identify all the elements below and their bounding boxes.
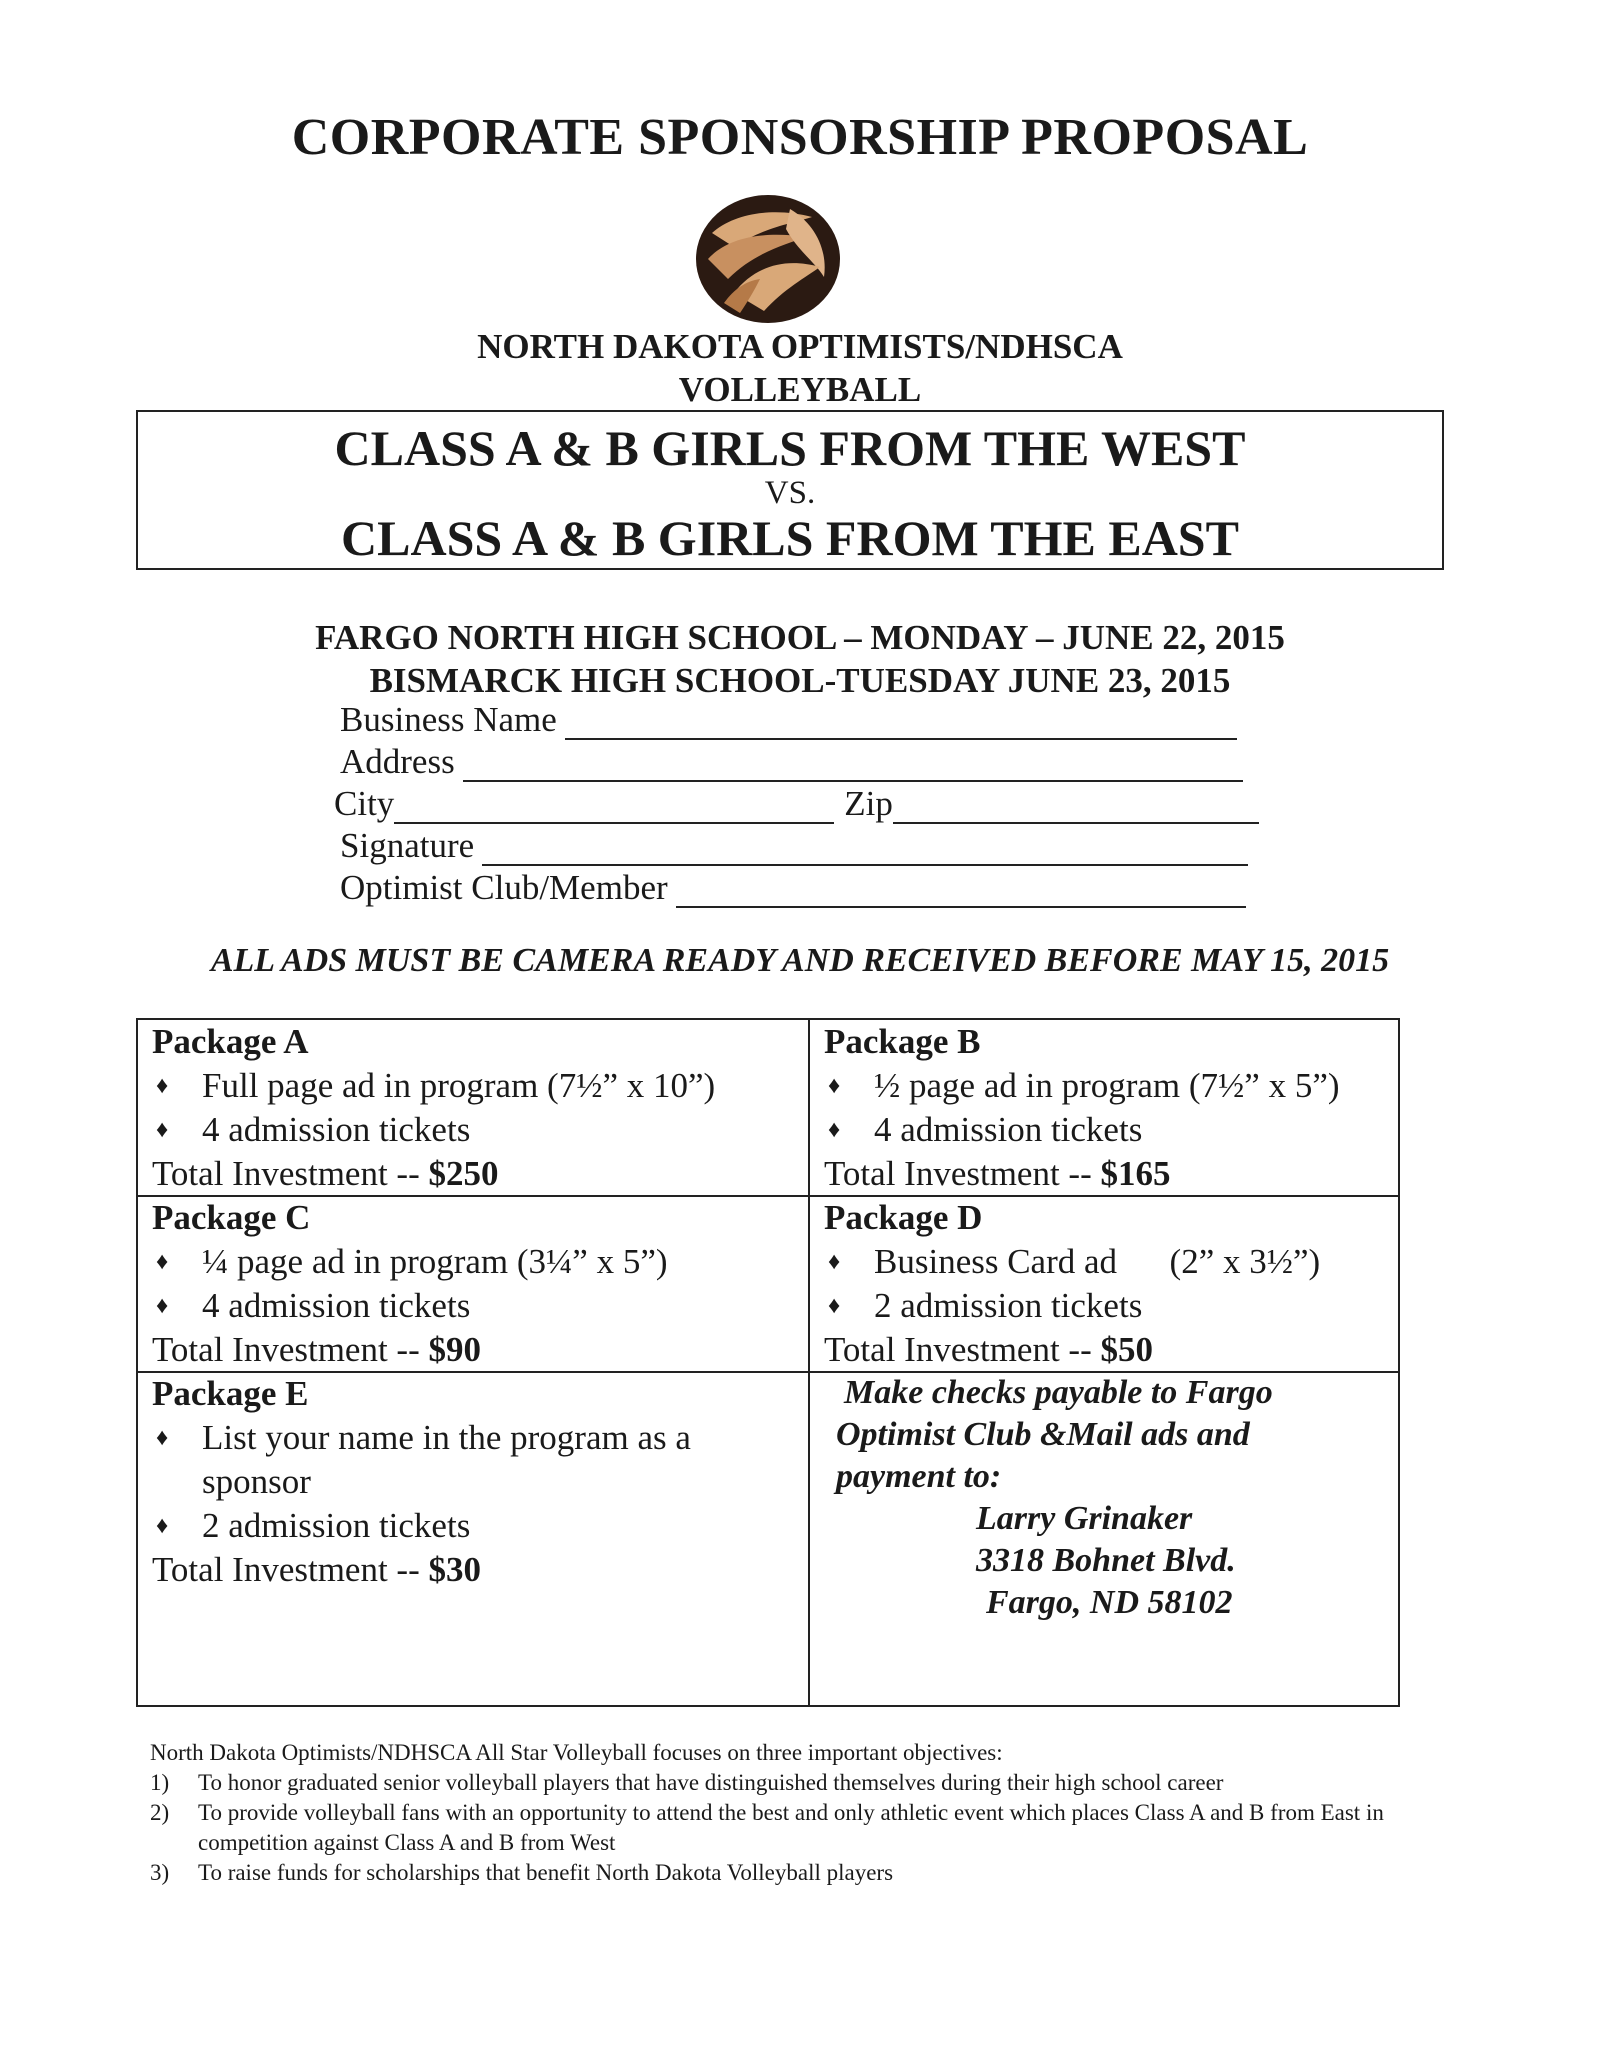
package-total bbox=[152, 1328, 808, 1372]
package-item-text: 4 admission tickets bbox=[202, 1286, 471, 1325]
business-name-label: Business Name bbox=[340, 700, 557, 739]
city-label: City bbox=[334, 784, 395, 823]
diamond-bullet-icon: ♦ bbox=[156, 1513, 169, 1539]
signature-blank[interactable] bbox=[482, 836, 1248, 866]
member-field[interactable] bbox=[340, 868, 1246, 908]
objectives bbox=[150, 1738, 1450, 1888]
package-item-text: 4 admission tickets bbox=[874, 1110, 1143, 1149]
package-item bbox=[152, 1064, 808, 1108]
objective-item bbox=[150, 1858, 1450, 1888]
objective-number: 3) bbox=[150, 1860, 170, 1885]
package-item-text: ½ page ad in program (7½” x 5”) bbox=[874, 1066, 1340, 1105]
address-label: Address bbox=[340, 742, 455, 781]
diamond-bullet-icon: ♦ bbox=[156, 1249, 169, 1275]
mail-instruction: Optimist Club &Mail ads and bbox=[836, 1416, 1250, 1453]
address-blank[interactable] bbox=[463, 752, 1243, 782]
mail-street: 3318 Bohnet Blvd. bbox=[976, 1542, 1236, 1579]
package-d bbox=[810, 1196, 1398, 1372]
objective-text: To honor graduated senior volleyball players that have distinguished themselves during their high school career bbox=[198, 1770, 1224, 1795]
diamond-bullet-icon: ♦ bbox=[828, 1117, 841, 1143]
package-a bbox=[138, 1020, 808, 1196]
objective-text: To provide volleyball fans with an opportunity to attend the best and only athletic event which places Class A and B from East in competition against Class A and B from West bbox=[198, 1800, 1384, 1855]
matchup-box bbox=[136, 410, 1444, 570]
packages-table bbox=[136, 1018, 1400, 1707]
package-item-text: ¼ page ad in program (3¼” x 5”) bbox=[202, 1242, 668, 1281]
package-item bbox=[152, 1416, 808, 1504]
volleyball-icon bbox=[694, 193, 842, 325]
diamond-bullet-icon: ♦ bbox=[156, 1293, 169, 1319]
diamond-bullet-icon: ♦ bbox=[828, 1073, 841, 1099]
team-west: CLASS A & B GIRLS FROM THE WEST bbox=[334, 420, 1246, 476]
total-label: Total Investment -- bbox=[824, 1330, 1101, 1369]
diamond-bullet-icon: ♦ bbox=[828, 1293, 841, 1319]
diamond-bullet-icon: ♦ bbox=[156, 1073, 169, 1099]
versus-label: VS. bbox=[764, 475, 816, 511]
package-title: Package C bbox=[152, 1198, 311, 1237]
total-price: $250 bbox=[428, 1154, 499, 1193]
package-total bbox=[152, 1152, 808, 1196]
package-item bbox=[152, 1240, 808, 1284]
objective-number: 2) bbox=[150, 1800, 170, 1825]
package-c bbox=[138, 1196, 808, 1372]
package-title: Package D bbox=[824, 1198, 983, 1237]
package-total bbox=[152, 1548, 808, 1592]
package-title: Package E bbox=[152, 1374, 309, 1413]
signature-label: Signature bbox=[340, 826, 475, 865]
signature-field[interactable] bbox=[340, 826, 1248, 866]
organization-sport: VOLLEYBALL bbox=[678, 370, 922, 409]
package-total bbox=[824, 1328, 1398, 1372]
mail-instruction: Make checks payable to Fargo bbox=[844, 1374, 1273, 1411]
package-title: Package A bbox=[152, 1022, 309, 1061]
diamond-bullet-icon: ♦ bbox=[156, 1117, 169, 1143]
package-item bbox=[824, 1064, 1398, 1108]
objectives-intro: North Dakota Optimists/NDHSCA All Star Volleyball focuses on three important objectives: bbox=[150, 1740, 1003, 1765]
objective-item bbox=[150, 1768, 1450, 1798]
mailing-info bbox=[822, 1372, 1398, 1624]
package-item bbox=[152, 1284, 808, 1328]
zip-label: Zip bbox=[844, 784, 893, 823]
package-item bbox=[824, 1108, 1398, 1152]
diamond-bullet-icon: ♦ bbox=[828, 1249, 841, 1275]
package-item bbox=[824, 1240, 1398, 1284]
package-e bbox=[138, 1372, 808, 1592]
package-b bbox=[810, 1020, 1398, 1196]
total-price: $30 bbox=[428, 1550, 481, 1589]
objective-text: To raise funds for scholarships that benefit North Dakota Volleyball players bbox=[198, 1860, 894, 1885]
city-zip-field[interactable] bbox=[334, 784, 1259, 824]
total-label: Total Investment -- bbox=[152, 1550, 429, 1589]
venues bbox=[0, 616, 1600, 702]
package-item-text: 2 admission tickets bbox=[874, 1286, 1143, 1325]
city-blank[interactable] bbox=[394, 794, 834, 824]
team-east: CLASS A & B GIRLS FROM THE EAST bbox=[341, 510, 1239, 566]
business-name-field[interactable] bbox=[340, 700, 1237, 740]
page-title: CORPORATE SPONSORSHIP PROPOSAL bbox=[291, 109, 1309, 166]
objective-item bbox=[150, 1798, 1450, 1858]
organization-block bbox=[0, 325, 1600, 411]
address-field[interactable] bbox=[340, 742, 1243, 782]
deadline-notice: ALL ADS MUST BE CAMERA READY AND RECEIVED BEFORE MAY 15, 2015 bbox=[210, 942, 1390, 979]
package-item bbox=[824, 1284, 1398, 1328]
package-item bbox=[152, 1108, 808, 1152]
objective-number: 1) bbox=[150, 1770, 170, 1795]
package-title: Package B bbox=[824, 1022, 981, 1061]
mail-city: Fargo, ND 58102 bbox=[986, 1584, 1233, 1621]
mail-instruction: payment to: bbox=[836, 1458, 1002, 1495]
total-price: $50 bbox=[1100, 1330, 1153, 1369]
diamond-bullet-icon: ♦ bbox=[156, 1425, 169, 1451]
package-item-text: Full page ad in program (7½” x 10”) bbox=[202, 1066, 716, 1105]
total-price: $165 bbox=[1100, 1154, 1171, 1193]
package-total bbox=[824, 1152, 1398, 1196]
venue-fargo: FARGO NORTH HIGH SCHOOL – MONDAY – JUNE 22, 2015 bbox=[315, 618, 1285, 657]
package-item-text: 4 admission tickets bbox=[202, 1110, 471, 1149]
member-blank[interactable] bbox=[676, 878, 1246, 908]
total-label: Total Investment -- bbox=[152, 1154, 429, 1193]
total-label: Total Investment -- bbox=[152, 1330, 429, 1369]
package-item-text: 2 admission tickets bbox=[202, 1506, 471, 1545]
venue-bismarck: BISMARCK HIGH SCHOOL-TUESDAY JUNE 23, 2015 bbox=[369, 661, 1231, 700]
total-price: $90 bbox=[428, 1330, 481, 1369]
package-item bbox=[152, 1504, 808, 1548]
mail-name: Larry Grinaker bbox=[976, 1500, 1193, 1537]
package-item-text: Business Card ad (2” x 3½”) bbox=[874, 1242, 1321, 1281]
organization-name: NORTH DAKOTA OPTIMISTS/NDHSCA bbox=[477, 327, 1123, 366]
total-label: Total Investment -- bbox=[824, 1154, 1101, 1193]
zip-blank[interactable] bbox=[893, 794, 1259, 824]
package-item-text: List your name in the program as a sponsor bbox=[202, 1418, 691, 1501]
business-name-blank[interactable] bbox=[565, 710, 1237, 740]
member-label: Optimist Club/Member bbox=[340, 868, 668, 907]
